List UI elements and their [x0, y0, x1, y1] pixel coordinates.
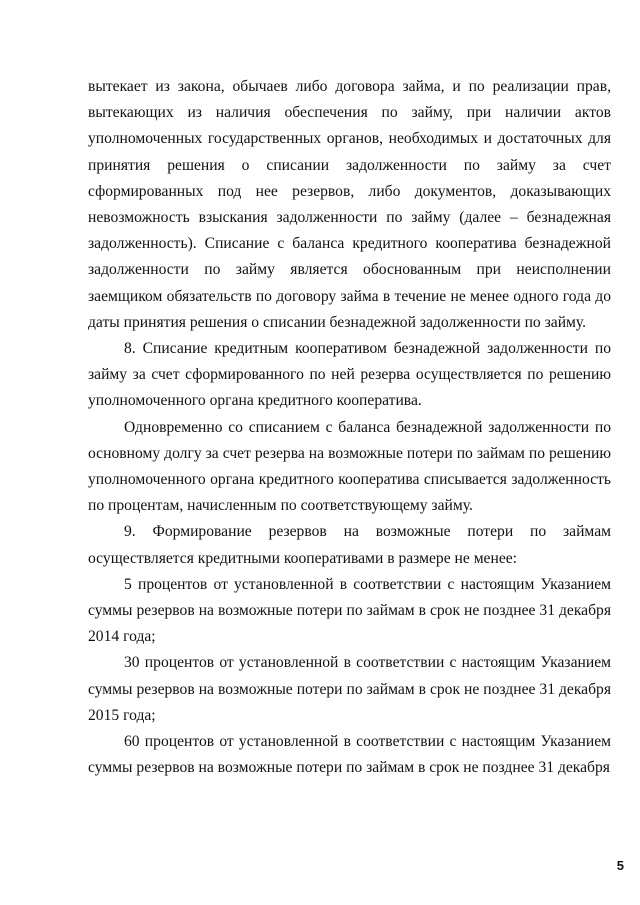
- paragraph-5-percent: 5 процентов от установленной в соответствии с настоящим Указанием суммы резервов на возможные потери по займам в срок не позднее 31 декабря 2014 года;: [88, 575, 611, 646]
- paragraph-item-8: 8. Списание кредитным кооперативом безнадежной задолженности по займу за счет сформированного по ней резерва осуществляется по решению уполномоченного органа кредитного кооператива.: [88, 340, 611, 410]
- paragraph-60-percent: 60 процентов от установленной в соответствии с настоящим Указанием суммы резервов на возможные потери по займам в срок не позднее 31 декабря: [88, 733, 611, 777]
- paragraph-continuation: вытекает из закона, обычаев либо договора займа, и по реализации прав, вытекающих из наличия обеспечения по займу, при наличии актов уполномоченных государственных органов, необходимых и достаточных для принятия решения о списании задолженности по займу за счет сформированных под нее резервов, либо документов, доказывающих невозможность взыскания задолженности по займу (далее – безнадежная задолженность). Списание с баланса кредитного кооператива безнадежной задолженности по займу является обоснованным при неисполнении заемщиком обязательств по договору займа в течение не менее одного года до даты принятия решения о списании безнадежной задолженности по займу.: [88, 78, 611, 331]
- paragraph-item-9: 9. Формирование резервов на возможные потери по займам осуществляется кредитными кооперативами в размере не менее:: [88, 523, 611, 567]
- paragraph-interest-writeoff: Одновременно со списанием с баланса безнадежной задолженности по основному долгу за счет резерва на возможные потери по займам по решению уполномоченного органа кредитного кооператива списывается задолженность по процентам, начисленным по соответствующему займу.: [88, 418, 611, 515]
- paragraph-30-percent: 30 процентов от установленной в соответствии с настоящим Указанием суммы резервов на возможные потери по займам в срок не позднее 31 декабря 2015 года;: [88, 654, 611, 724]
- page-number: 5: [616, 858, 624, 873]
- document-body: [88, 74, 611, 781]
